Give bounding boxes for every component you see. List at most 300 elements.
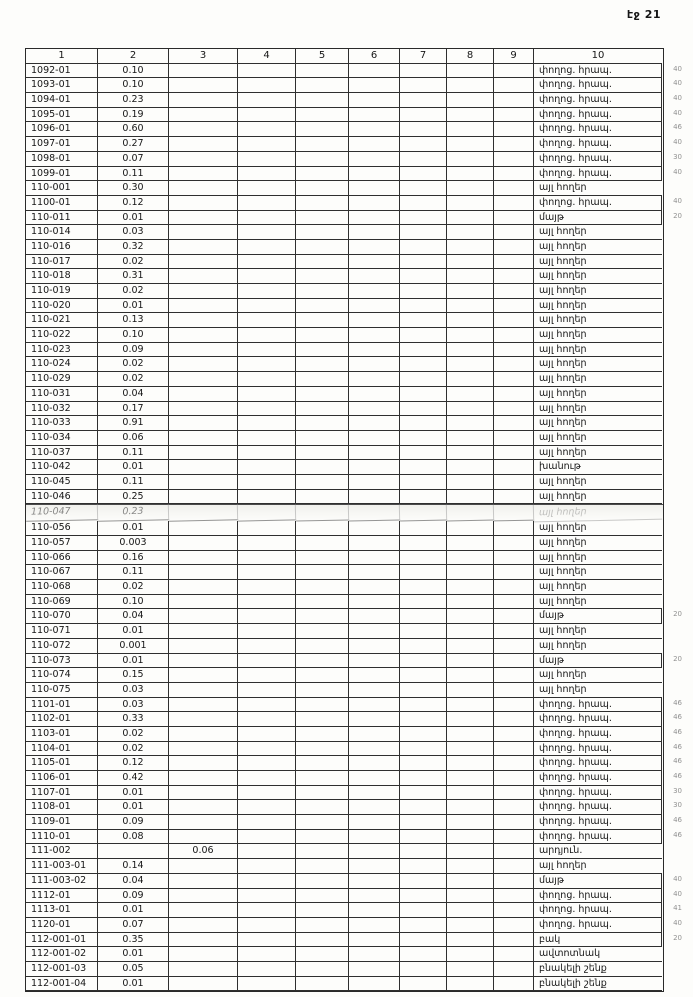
cell-col3 [169,859,238,874]
cell-col9 [494,137,534,152]
table-row [26,771,682,786]
table-row [26,551,663,566]
cell-id: 110-014 [26,225,98,240]
cell-col9 [494,181,534,196]
table-row [26,786,682,801]
cell-col4 [238,372,296,387]
cell-col3 [169,269,238,284]
cell-land-use: բակ [534,933,662,948]
cell-col5 [296,712,349,727]
header-cell: 9 [494,49,534,64]
cell-col4 [238,698,296,713]
cell-id: 110-073 [26,654,98,669]
cell-col4 [238,874,296,889]
cell-col6 [349,595,400,610]
header-cell: 10 [534,49,662,64]
cell-col4 [238,64,296,79]
cell-col8 [447,551,494,566]
cell-col4 [238,460,296,475]
cell-col6 [349,609,400,624]
cell-col8 [447,446,494,461]
cell-col9 [494,800,534,815]
cell-land-use: փողոց. հրապ. [534,727,662,742]
cell-col5 [296,269,349,284]
cell-area: 0.04 [98,609,169,624]
table-row [26,490,663,505]
cell-col9 [494,521,534,536]
cell-col7 [400,240,447,255]
cell-col3 [169,475,238,490]
table-row [26,580,663,595]
cell-col5 [296,771,349,786]
cell-col6 [349,874,400,889]
table-row [26,64,682,79]
margin-mark: 30 [673,801,682,810]
cell-land-use: փողոց. հրապ. [534,122,662,137]
cell-col3 [169,683,238,698]
cell-col4 [238,565,296,580]
cell-col6 [349,639,400,654]
cell-col8 [447,874,494,889]
cell-col4 [238,137,296,152]
cell-id: 110-019 [26,284,98,299]
cell-area: 0.01 [98,947,169,962]
cell-col5 [296,402,349,417]
cell-col7 [400,756,447,771]
cell-col6 [349,137,400,152]
cell-area: 0.13 [98,313,169,328]
cell-id: 110-068 [26,580,98,595]
table-row [26,446,663,461]
cell-col4 [238,313,296,328]
header-row [26,49,663,64]
cell-id: 1105-01 [26,756,98,771]
header-cell: 1 [26,49,98,64]
margin-mark: 46 [673,698,682,707]
cell-col8 [447,137,494,152]
cell-col5 [296,64,349,79]
cell-id: 111-002 [26,844,98,859]
cell-area: 0.02 [98,255,169,270]
cell-area: 0.10 [98,328,169,343]
cell-land-use: այլ հողեր [534,490,662,505]
cell-col6 [349,269,400,284]
cell-col7 [400,122,447,137]
cell-area: 0.02 [98,580,169,595]
cell-land-use: այլ հողեր [534,357,662,372]
cell-area: 0.42 [98,771,169,786]
cell-area: 0.03 [98,225,169,240]
cell-land-use: այլ հողեր [534,181,662,196]
cell-col3 [169,889,238,904]
table-row [26,830,682,845]
cell-col4 [238,551,296,566]
table-row [26,196,682,211]
cell-area: 0.30 [98,181,169,196]
cell-area: 0.001 [98,639,169,654]
cell-land-use: այլ հողեր [534,431,662,446]
cell-land-use: ավտոտնակ [534,947,662,962]
cell-col7 [400,712,447,727]
cell-col9 [494,977,534,992]
cell-col8 [447,565,494,580]
cell-col4 [238,416,296,431]
cell-col6 [349,78,400,93]
cell-col6 [349,167,400,182]
cell-col8 [447,122,494,137]
cell-land-use: այլ հողեր [534,639,662,654]
cell-id: 110-072 [26,639,98,654]
cell-col4 [238,727,296,742]
cell-col5 [296,490,349,505]
cell-col4 [238,580,296,595]
cell-col9 [494,475,534,490]
cell-col8 [447,844,494,859]
cell-col7 [400,211,447,226]
cell-col8 [447,595,494,610]
cell-id: 110-016 [26,240,98,255]
cell-land-use: այլ հողեր [534,595,662,610]
cell-col8 [447,712,494,727]
table-row [26,357,663,372]
cell-land-use: բնակելի շենք [534,962,662,977]
cell-col6 [349,889,400,904]
cell-col3 [169,712,238,727]
cell-id: 1109-01 [26,815,98,830]
table-row [26,108,682,123]
cell-col9 [494,859,534,874]
cell-col6 [349,654,400,669]
cell-col7 [400,343,447,358]
cell-col9 [494,255,534,270]
table-row [26,962,663,977]
cell-col9 [494,313,534,328]
cell-col7 [400,933,447,948]
cell-land-use: փողոց. հրապ. [534,167,662,182]
table-body [26,64,682,992]
table-row [26,815,682,830]
cell-col7 [400,431,447,446]
cell-col4 [238,742,296,757]
cell-col5 [296,859,349,874]
cell-col5 [296,357,349,372]
cell-col8 [447,402,494,417]
cell-land-use: այլ հողեր [534,225,662,240]
cell-col8 [447,771,494,786]
cell-col9 [494,269,534,284]
cell-col9 [494,387,534,402]
cell-col8 [447,609,494,624]
margin-mark: 46 [673,772,682,780]
table-row [26,416,663,431]
cell-col5 [296,742,349,757]
table-row [26,889,682,904]
cell-col4 [238,108,296,123]
cell-col9 [494,196,534,211]
cell-col6 [349,505,400,522]
cell-col4 [238,196,296,211]
cell-col8 [447,343,494,358]
cell-col5 [296,152,349,167]
cell-col6 [349,255,400,270]
cell-col9 [494,947,534,962]
cell-col6 [349,181,400,196]
cell-col7 [400,727,447,742]
cell-id: 110-011 [26,211,98,226]
cell-area: 0.01 [98,299,169,314]
cell-area: 0.01 [98,211,169,226]
cell-col9 [494,343,534,358]
cell-col6 [349,698,400,713]
cell-col8 [447,93,494,108]
page-number: էջ 21 [626,8,661,21]
cell-col3 [169,372,238,387]
table-row [26,800,682,815]
cell-area: 0.01 [98,800,169,815]
cell-id: 1093-01 [26,78,98,93]
cell-col4 [238,490,296,505]
table-row [26,654,682,669]
cell-col5 [296,211,349,226]
cell-col7 [400,624,447,639]
cell-col3 [169,387,238,402]
cell-col8 [447,918,494,933]
cell-col3 [169,536,238,551]
cell-col7 [400,64,447,79]
cell-col6 [349,108,400,123]
cell-col5 [296,962,349,977]
cell-id: 1113-01 [26,903,98,918]
cell-col5 [296,431,349,446]
cell-col9 [494,595,534,610]
cell-col5 [296,196,349,211]
cell-id: 110-045 [26,475,98,490]
margin-mark: 46 [673,757,682,766]
cell-id: 1100-01 [26,196,98,211]
cell-land-use: փողոց. հրապ. [534,196,662,211]
cell-id: 110-047 [26,505,98,523]
cell-col9 [494,918,534,933]
cell-col6 [349,64,400,79]
cell-col3 [169,580,238,595]
cell-col5 [296,313,349,328]
cell-col3 [169,962,238,977]
table-row [26,460,663,475]
cell-col3 [169,357,238,372]
header-cell: 7 [400,49,447,64]
cell-col6 [349,551,400,566]
cell-col6 [349,859,400,874]
cell-id: 110-032 [26,402,98,417]
cell-land-use: այլ հողեր [534,536,662,551]
cell-land-use: այլ հողեր [534,387,662,402]
cell-col7 [400,505,447,522]
cell-col8 [447,580,494,595]
table-row [26,668,663,683]
cell-col5 [296,372,349,387]
cell-col5 [296,460,349,475]
cell-land-use: այլ հողեր [534,668,662,683]
cell-col5 [296,416,349,431]
cell-col3 [169,609,238,624]
cell-col7 [400,460,447,475]
cell-col9 [494,683,534,698]
cell-col7 [400,698,447,713]
cell-col4 [238,595,296,610]
cell-col4 [238,78,296,93]
cell-col6 [349,225,400,240]
cell-land-use: փողոց. հրապ. [534,712,662,727]
cell-col7 [400,284,447,299]
cell-col5 [296,639,349,654]
cell-col4 [238,771,296,786]
cell-col9 [494,786,534,801]
cell-col7 [400,874,447,889]
cell-col8 [447,225,494,240]
cell-col6 [349,565,400,580]
cell-col4 [238,962,296,977]
cell-col8 [447,475,494,490]
cell-col5 [296,727,349,742]
cell-col4 [238,446,296,461]
cell-col3 [169,505,238,522]
cell-area: 0.09 [98,889,169,904]
cell-id: 110-021 [26,313,98,328]
table-row [26,565,663,580]
cell-col8 [447,639,494,654]
cell-land-use: այլ հողեր [534,580,662,595]
cell-col7 [400,947,447,962]
cell-land-use: այլ հողեր [534,284,662,299]
cell-col4 [238,712,296,727]
cell-area: 0.33 [98,712,169,727]
cell-land-use: մայթ [534,211,662,226]
cell-col3 [169,78,238,93]
cell-col5 [296,654,349,669]
cell-col9 [494,756,534,771]
cell-col8 [447,830,494,845]
cell-col5 [296,786,349,801]
cell-id: 110-031 [26,387,98,402]
cell-id: 110-034 [26,431,98,446]
cell-col4 [238,668,296,683]
cell-col6 [349,521,400,536]
margin-mark: 40 [673,874,682,883]
cell-col6 [349,240,400,255]
cell-col7 [400,859,447,874]
cell-col3 [169,122,238,137]
cell-col5 [296,580,349,595]
cell-col4 [238,211,296,226]
cell-col7 [400,152,447,167]
cell-col8 [447,815,494,830]
margin-mark: 40 [673,889,682,898]
cell-col7 [400,595,447,610]
cell-col5 [296,108,349,123]
cell-col9 [494,609,534,624]
cell-col6 [349,475,400,490]
cell-land-use: փողոց. հրապ. [534,108,662,123]
cell-col7 [400,903,447,918]
header-cell: 5 [296,49,349,64]
cell-area: 0.14 [98,859,169,874]
cell-col5 [296,225,349,240]
cell-id: 110-029 [26,372,98,387]
cell-col7 [400,225,447,240]
cell-area: 0.01 [98,654,169,669]
table-row [26,977,663,992]
cell-col8 [447,328,494,343]
cell-col9 [494,727,534,742]
cell-col9 [494,771,534,786]
cell-col3 [169,299,238,314]
margin-mark: 40 [673,94,682,103]
cell-col3 [169,815,238,830]
cell-area: 0.35 [98,933,169,948]
cell-col9 [494,639,534,654]
cell-col3 [169,595,238,610]
cell-col3 [169,240,238,255]
cell-col3 [169,431,238,446]
cell-col5 [296,844,349,859]
cell-id: 1098-01 [26,152,98,167]
cell-col6 [349,211,400,226]
cell-col7 [400,668,447,683]
cell-area: 0.09 [98,815,169,830]
cell-id: 112-001-02 [26,947,98,962]
cell-col9 [494,284,534,299]
cell-col5 [296,903,349,918]
cell-land-use: փողոց. հրապ. [534,800,662,815]
cell-area: 0.10 [98,64,169,79]
cell-id: 1102-01 [26,712,98,727]
cell-col5 [296,78,349,93]
cell-col9 [494,446,534,461]
cell-id: 1096-01 [26,122,98,137]
margin-mark: 40 [673,79,682,88]
header-cell: 8 [447,49,494,64]
cell-land-use: փողոց. հրապ. [534,152,662,167]
cell-col9 [494,78,534,93]
cell-col8 [447,889,494,904]
cell-land-use: այլ հողեր [534,328,662,343]
cell-land-use: բնակելի շենք [534,977,662,992]
cell-col6 [349,800,400,815]
cell-col3 [169,343,238,358]
table-row [26,240,663,255]
cell-id: 1120-01 [26,918,98,933]
cell-col9 [494,357,534,372]
margin-mark: 41 [673,904,682,913]
cell-col4 [238,357,296,372]
cell-col9 [494,372,534,387]
cell-col3 [169,521,238,536]
cell-col7 [400,196,447,211]
cell-col9 [494,815,534,830]
margin-mark: 20 [673,610,682,619]
cell-col6 [349,93,400,108]
cell-col7 [400,167,447,182]
cell-col5 [296,698,349,713]
cell-col7 [400,521,447,536]
cell-col9 [494,225,534,240]
cell-col3 [169,313,238,328]
cell-area: 0.02 [98,284,169,299]
cell-col7 [400,771,447,786]
cell-area: 0.02 [98,742,169,757]
cell-col4 [238,624,296,639]
cell-id: 110-033 [26,416,98,431]
